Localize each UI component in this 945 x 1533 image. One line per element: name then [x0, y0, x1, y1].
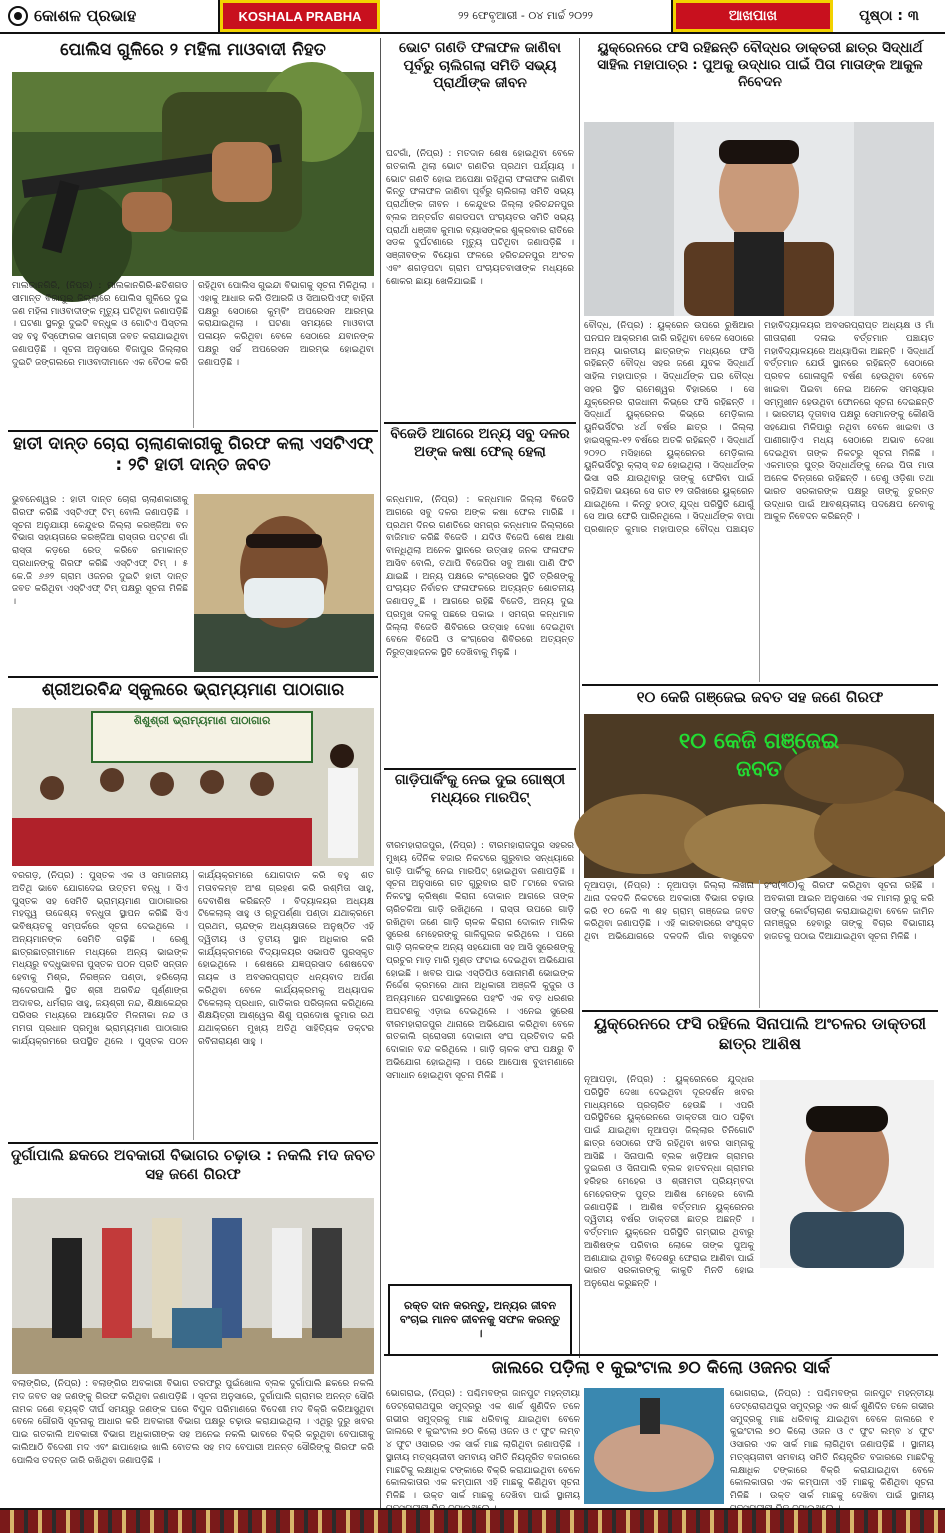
blood-donation-text: ରକ୍ତ ଦାନ କରନ୍ତୁ, ଅନ୍ୟର ଜୀବନ ବଂଚାଇ ମାନବ ଜୀବନକୁ ସଫଳ କରନ୍ତୁ । [399, 1299, 561, 1340]
logo-text: କୋଶଳ ପ୍ରଭାହ [34, 6, 137, 25]
headline: ୧୦ କେଜି ଗଞ୍ଜେଇ ଜବତ ସହ ଜଣେ ଗିରଫ [636, 688, 884, 706]
headline: ଜାଲରେ ପଡ଼ିଲା ୧ କୁଇଂଟାଲ ୭୦ କିଲୋ ଓଜନର ସାର୍କ [491, 1358, 831, 1378]
article-body-continued: ଭୋଗରାଇ, (ନିପ୍ର) : ପଶ୍ଚିମବଙ୍ଗ ଜାନପୁଟ ମହନ୍ତୀୟା ଡେଟ୍ରୋରାଥପୁର ସମୁଦ୍ରରୁ ଏକ ଶାର୍କ ଶୁଣିଦିନ ତଳେ ଗଭୀର ସମୁଦ୍ରକୁ ମାଛ ଧରିବାକୁ ଯାଇଥିବା ବେଳେ ଜାଲରେ ୧ କୁଇଂଟାଲ ୭୦ କିଲୋ ଓଜନ ଓ ୯ ଫୁଟ ଲମ୍ବ ୪ ଫୁଟ ଓସାରର ଏକ ସାର୍କ ମାଛ ଲାଗିଥିବା ଜଣାପଡ଼ିଛି । ସ୍ଥାନୀୟ ମତ୍ସ୍ୟଜୀବୀ ସମବାୟ ସମିତି ନିୟନ୍ତ୍ରିତ ବଜାରରେ ମାଛଟିକୁ ଲକ୍ଷାଧିକ ଟଙ୍କାରେ ବିକ୍ରି କରାଯାଇଥିବା ବେଳେ କୋଲକାତାର ଏକ କମ୍ପାନୀ ଏହି ମାଛକୁ କିଣିଥିବା ସୂଚନା ମିଳିଛି । ଉକ୍ତ ସାର୍କ ମାଛକୁ ଦେଖିବା ପାଇଁ ସ୍ଥାନୀୟ [730, 1389, 934, 1502]
divider [582, 1010, 938, 1012]
headline: ଦୁର୍ଗାପାଲି ଛକରେ ଅବକାରୀ ବିଭାଗର ଚଢ଼ାଉ : ନକଲି ମଦ ଜବତ ସହ ଜଣେ ଗିରଫ [10, 1146, 376, 1183]
headline: ୟୁକ୍ରେନରେ ଫସି ରହିଲେ ସିନାପାଲି ଅଂଚଳର ଡାକ୍ତରୀ ଛାତ୍ର ଆଶିଷ [593, 1014, 927, 1053]
photo-seized-ganja [584, 714, 934, 878]
article-ukraine-ashish [582, 1014, 938, 1070]
column-divider [579, 38, 580, 1358]
divider [8, 430, 378, 432]
photo-shark [584, 1388, 724, 1504]
headline: ଭୋଟ ଗଣତି ଫଳାଫଳ ଜାଣିବା ପୂର୍ବରୁ ଚାଲିଗଲା ସମିତି ସଭ୍ୟ ପ୍ରାର୍ଥୀଙ୍କ ଜୀବନ [399, 40, 561, 91]
divider [582, 684, 938, 686]
article-ganja [582, 688, 938, 712]
headline: ପୋଲିସ ଗୁଳିରେ ୨ ମହିଳା ମାଓବାଦୀ ନିହତ [60, 40, 326, 60]
article-body: ନୂଆପଡ଼ା, (ନିପ୍ର) : ନୂଆପଡ଼ା ଜିଲ୍ଲା ଲଖନା ଥାନା ଦଳଦଳି ନିକଟରେ ଅବକାରୀ ବିଭାଗ ଚଢ଼ାଉ କରି ୧୦ କେଜି ୩ ଶହ ଗ୍ରାମ୍ ଗଞ୍ଜେଇ ଜବତ କରିଥିବା ଜଣାପଡ଼ିଛି । ଏହି କାରବାରରେ ସଂପୃକ୍ତ ଥିବା ଅଭିଯୋଗରେ ଦଳଦଳି ଗାଁର ବାସୁଦେବ ହଂସ(୩୦)କୁ ଗିରଫ କରିଥିବା ସୂଚନା ରହିଛି । ଅବକାରୀ ଆଇନ ଅନୁସାରେ ଏକ ମାମଲା ରୁଜୁ କରି ତାଙ୍କୁ କୋର୍ଟଚାଲାଣ କରାଯାଇଥିବା ବେଳେ ଜାମିନ ନାମଞ୍ଜୁର ହେବାରୁ ତାଙ୍କୁ ବିଚାର ବିଭାଗୀୟ ହାଜତକୁ ପଠାଇ ଦିଆଯାଇଥିବା ସୂଚନା ମିଳିଛି । [584, 881, 934, 943]
newspaper-emblem-icon [8, 6, 28, 26]
headline: ୟୁକ୍ରେନରେ ଫସି ରହିଛନ୍ତି ବୌଦ୍ଧର ଡାକ୍ତରୀ ଛାତ୍ର ସିଦ୍ଧାର୍ଥ ସାହିଲ ମହାପାତ୍ର : ପୁଅକୁ ଉଦ୍ଧାର ପାଇଁ ପିତା ମାତାଙ୍କ ଆକୁଳ ନିବେଦନ [597, 40, 923, 90]
photo-student-ashish [760, 1080, 934, 1268]
headline: ବିଜେଡି ଆଗରେ ଅନ୍ୟ ସବୁ ଦଳର ଅଙ୍କ କଷା ଫେଲ୍ ହେଲା [390, 426, 570, 460]
article-body: ବଲାଙ୍ଗିର, (ନିପ୍ର) : ବଲାଙ୍ଗିର ଅବକାରୀ ବିଭାଗ ତରଫରୁ ପୁଇଁଖୋଲ ବ୍ଲକ ଦୁର୍ଗାପାଲି ଛକରେ ନକଲି ମଦ ଜବତ ସହ ଜଣଙ୍କୁ ଗିରଫ କରିଥିବା ଜଣାପଡ଼ିଛି । ସୂଚନା ଅନୁସାରେ, ଦୁର୍ଗାପାଲି ଗ୍ରାମର ଅନନ୍ତ ସୌରି ନାମକ ଜଣେ ବ୍ୟକ୍ତି ଦୀର୍ଘ ସମୟରୁ ଜଣଙ୍କ ଘରେ ବିପୁଳ ପରିମାଣରେ ବିଦେଶୀ ମଦ ବିକ୍ରି କରିଆସୁଥିବା ବେଳେ ଗୌରସି ସୂଚନାକୁ ଆଧାର କରି ଅବକାରୀ ବିଭାଗ ପକ୍ଷରୁ ଚଢ଼ାଉ କରାଯାଇଥିଲା । ଏଥିରୁ ଦୁରୁ ଖବର ପାଇ ଗତକାଲି ଅବକାରୀ ବିଭାଗ ଅଧିକାରୀଙ୍କ ସହ ଅନେଇ ନକଲି ଭାବରେ ବିକ୍ରି କରୁଥିବା ବେପାରୀକୁ କାଲିଆଠି ବିଦେଶୀ ମଦ ଏବଂ ଛାପାହୋଇ ଖାଲି ବୋତଲ ସହ ମଦ ବେପାରୀ ଅନନ୍ତ ସୌରିଙ୍କୁ ଗିରଫ କରି ପୋଲିସ ତଦନ୍ତ ଜାରି ରଖିଥିବା ଜଣାପଡ଼ିଛି । [12, 1379, 374, 1466]
photo-student-siddharth [584, 122, 934, 316]
divider [384, 768, 576, 770]
brand-name: KOSHALA PRABHA [220, 0, 380, 32]
page-number: ପୃଷ୍ଠା : ୩ [859, 8, 919, 24]
blood-donation-box [388, 1284, 572, 1356]
article-clash [384, 772, 576, 838]
article-body: କନ୍ଧମାଳ, (ନିପ୍ର) : କନ୍ଧମାଳ ଜିଲ୍ଲା ବିଜେଡି ଆଗରେ ସବୁ ଦଳର ଅଙ୍କ କଷା ଫେଲ ମାରିଛି । ପ୍ରଥମ ଦିନର ଗଣତିରେ ସମଗ୍ର କନ୍ଧମାଳ ଜିଲ୍ଲାରେ ବାଜିମାତ କରିଛି ବିଜେଡି । ଯଦିଓ ବିଜେପି ଶେଷ ଆଶା ବାନ୍ଧିଥିଲା ଅନେକ ସ୍ଥାନରେ ଉତ୍ସାହ ଜନକ ଫଳାଫଳ ଆସିବ ବୋଲି, ତଥାପି ବିଜେପିର ସବୁ ଆଶା ପାଣି ଫିଟି ଯାଇଛି । ଅନ୍ୟ ପକ୍ଷରେ କଂଗ୍ରେସର ସ୍ଥିତି ତ୍ରିଶଙ୍କୁ ପଂଚାୟତ ନିର୍ବାଚନ ଫଳାଫଳରେ ଅତ୍ୟନ୍ତ ଶୋଚନୀୟ ଜଣାପଡ଼ୁଛି । ଆଗରେ ରହିଛି ବିଜେଡି, ଅନ୍ୟ ଦୁଇ ପ୍ରମୁଖ ଦଳକୁ ପଛରେ ପକାଇ । ସମଗ୍ର କନ୍ଧମାଳ ଜିଲ୍ଲା ବିଜେଡି ଶିବିରରେ ଉତ୍ସାହ ଦେଖା ଦେଇଥିବା ବେଳେ ବିଜେପି ଓ କଂଗ୍ରେସ ଶିବିରରେ ଅତ୍ୟନ୍ତ ନିରୁତ୍ସାହଜନକ ସ୍ଥିତି ଦେଖିବାକୁ ମିଳୁଛି । [386, 495, 574, 659]
article-body: ନୂଆପଡ଼ା, (ନିପ୍ର) : ୟୁକ୍ରେନରେ ଯୁଦ୍ଧର ପରିସ୍ଥିତି ଦେଖା ଦେଇଥିବା ଦୂରଦର୍ଶନ ଖବର ମାଧ୍ୟମରେ ପ୍ରଚାରିତ ହେଉଛି । ଏପରି ପରିସ୍ଥିତିରେ ୟୁକ୍ରେନରେ ଡାକ୍ତରୀ ପାଠ ପଢ଼ିବା ପାଇଁ ଯାଇଥିବା ନୂଆପଡ଼ା ଜିଲ୍ଲାର ତିନିଗୋଟି ଛାତ୍ର ସେଠାରେ ଫସି ରହିଥିବା ଖବର ସାମ୍ନାକୁ ଆସିଛି । ସିନାପାଲି ବ୍ଲକ ଖଡ଼ିଆଳ ଗ୍ରାମର ଦୁଇଜଣ ଓ ସିନାପାଲି ବ୍ଲକ ହାତବନ୍ଧା ଗ୍ରାମର ହରିହର ମେହେର ଓ ଶ୍ରୀମତୀ ପ୍ରିୟମ୍ବଦା ମେହେରଙ୍କ ପୁତ୍ର ଆଶିଷ ମେହେର ବୋଲି ଜଣାପଡ଼ିଛି । ଆଶିଷ ବର୍ତ୍ତମାନ ୟୁକ୍ରେନର ଦ୍ୱିତୀୟ ବର୍ଷର ଡାକ୍ତରୀ ଛାତ୍ର ଅଛନ୍ତି । ବର୍ତ୍ତମାନ ୟୁକ୍ରେନ ପରିସ୍ଥିତି ଗମ୍ଭୀର ଥିବାରୁ ଆଶିଷଙ୍କ ପରିବାର ଲୋକେ ତାଙ୍କ ପୁଅକୁ ଅଣାଯାଇ ଥିବାରୁ ବିଦେଶରୁ ଫେରାଇ ଆଣିବା ପାଇଁ ଭାରତ ସରକାରଙ୍କୁ କାକୁତି ମିନତି ହୋଇ ଅନୁରୋଧ କରୁଛନ୍ତି । [584, 1075, 754, 1290]
photo-library-event [12, 708, 374, 866]
article-body: ବୀରମହାରାଜପୁର, (ନିପ୍ର) : ବୀରମହାରାଜପୁର ସହରର ମୁଖ୍ୟ ଦୈନିକ ବଜାର ନିକଟରେ ଗୁରୁବାର ସନ୍ଧ୍ୟାରେ ଗାଡ଼ି ପାର୍କିଂକୁ ନେଇ ମାରପିଟ୍ ହୋଇଥିବା ଜଣାପଡ଼ିଛି । ସୂଚନା ଅନୁସାରେ ଗତ ଗୁରୁବାର ରାତି ୮ଟାରେ ବଜାର ନିକଟସ୍ଥ କ୍ରିଷ୍ଣା କିରାନା ଦୋକାନ ଆଗରେ ତାଙ୍କ ଚାରିଚକିଆ ଗାଡ଼ି ରଖିଥିଲେ । ରାସ୍ତା ଉପରେ ଗାଡ଼ି ରଖିଥିବା ଜଣେ ଗାଡ଼ି ଚାଳକ କିରାନା ଦୋକାନ ମାଲିକ ସୁରେଶ ମେହେରଙ୍କୁ ଗାଳିଗୁଲଜ କରିଥିଲେ । ପରେ ଗାଡ଼ି ଚାଳକଙ୍କ ଅନ୍ୟ ସହଯୋଗୀ ସହ ଆସି ସୁରେଶଙ୍କୁ ପ୍ରଚୁର ମାଡ଼ ମାରି ମୁଣ୍ଡ ଫଟାଇ ଦେଇଥିବା ଅଭିଯୋଗ ହୋଇଛି । ଖବର ପାଇ ଏସ୍‌ଡିପିଓ ସୋନାମଣି ଭୋଇଙ୍କ ନିର୍ଦ୍ଦେଶ କ୍ରମରେ ଥାନା ଅଧିକାରୀ ଅଞ୍ଜଳି କୁଜୁର ଓ ଅନ୍ୟମାନେ ଘଟଣାସ୍ଥଳରେ ପହଂଚି ଏକ ବଡ଼ ଧରଣର ଅଘଟଣକୁ ଏଡ଼ାଇ ଦେଇଥିଲେ । ଏନେଇ ସୁରେଶ ବୀରମହାରାଜପୁର ଥାନାରେ ଅଭିଯୋଗ କରିଥିବା ବେଳେ ଗତକାଲି ଗ୍ରୋସରୀ ଦୋକାନୀ ସଂଘ ପ୍ରତିବାଦ କରି ଦୋକାନ ବନ୍ଦ କରିଥିଲେ । ଗାଡ଼ି ଚାଳକ ସଂଘ ପକ୍ଷରୁ ବି ଅଭିଯୋଗ ହୋଇଥିଲା । ପରେ ଆପୋଷ ବୁଝାମଣାରେ ସମାଧାନ ହୋଇଥିବା ସୂଚନା ମିଳିଛି । [386, 841, 574, 1081]
issue-date: ୨୨ ଫେବୃଆରୀ - ୦୪ ମାର୍ଚ୍ଚ ୨୦୨୨ [380, 0, 673, 32]
article-ukraine-siddharth [582, 40, 938, 116]
photo-arrested-man [194, 494, 374, 672]
divider [384, 1354, 938, 1356]
masthead [0, 0, 945, 34]
section-name: ଆଖପାଖ [673, 0, 833, 32]
article-body: ଭୁବନେଶ୍ୱର : ହାତୀ ଦାନ୍ତ ଚୋରା ଚାଲାଣକାରୀକୁ ଗିରଫ କରିଛି ଏସ୍‌ଟିଏଫ୍ ଟିମ୍ ବୋଲି ଜଣାପଡ଼ିଛି । ସୂଚନା ଅନୁଯାୟୀ କେନ୍ଦୁଝର ଜିଲ୍ଲା କରଞ୍ଜିଆ ବନ ବିଭାଗ ସହାୟତାରେ କରଞ୍ଜିଆ ରାସ୍ତାର ପଟ୍ଟଣ ଗାଁ ରାସ୍ତା କଡ଼ରେ ରେଡ୍ କରିବେ ରମାକାନ୍ତ ପ୍ରଧାନଙ୍କୁ ଗିରଫ କରିଛି ଏସ୍‌ଟିଏଫ୍ ଟିମ୍ । ୫ କେ.ଜି ୬୬୨ ଗ୍ରାମ ଓଜନର ଦୁଇଟି ହାତୀ ଦାନ୍ତ ଜବତ କରିଥିବା ଏସ୍‌ଟିଏଫ୍ ଟିମ୍ ପକ୍ଷରୁ ସୂଚନା ମିଳିଛି । [12, 495, 188, 608]
article-sawfish [384, 1358, 938, 1384]
article-body: ଭୋଗରାଇ, (ନିପ୍ର) : ପଶ୍ଚିମବଙ୍ଗ ଜାନପୁଟ ମହନ୍ତୀୟା ଡେଟ୍ରୋରାଥପୁର ସମୁଦ୍ରରୁ ଏକ ଶାର୍କ ଶୁଣିଦିନ ତଳେ ଗଭୀର ସମୁଦ୍ରକୁ ମାଛ ଧରିବାକୁ ଯାଇଥିବା ବେଳେ ଜାଲରେ ୧ କୁଇଂଟାଲ ୭୦ କିଲୋ ଓଜନ ଓ ୯ ଫୁଟ ଲମ୍ବ ୪ ଫୁଟ ଓସାରର ଏକ ସାର୍କ ମାଛ ଲାଗିଥିବା ଜଣାପଡ଼ିଛି । ସ୍ଥାନୀୟ ମତ୍ସ୍ୟଜୀବୀ ସମବାୟ ସମିତି ନିୟନ୍ତ୍ରିତ ବଜାରରେ ମାଛଟିକୁ ଲକ୍ଷାଧିକ ଟଙ୍କାରେ ବିକ୍ରି କରାଯାଇଥିବା ବେଳେ କୋଲକାତାର ଏକ କମ୍ପାନୀ ଏହି ମାଛକୁ କିଣିଥିବା ସୂଚନା ମିଳିଛି । ଉକ୍ତ ସାର୍କ ମାଛକୁ ଦେଖିବା ପାଇଁ ସ୍ଥାନୀୟ [386, 1389, 580, 1502]
headline: ଶ୍ରୀଅରବିନ୍ଦ ସ୍କୁଲରେ ଭ୍ରାମ୍ୟମାଣ ପାଠାଗାର [41, 680, 345, 700]
article-body: ବରଗଡ଼, (ନିପ୍ର) : ପୁସ୍ତକ ଏକ ଓ ସମାଜନୀୟ ଅତିଥି ଭାବେ ଯୋଗଦେଇ ଉତ୍ତମ ବନ୍ଧୁ । ସିଏ ପୁସ୍ତକ ସହ ସେମିତି ଭ୍ରାମ୍ୟମାଣ ପାଠାଗାରର ମହତ୍ତ୍ୱ ଉଦ୍ଦେଶ୍ୟ ବନ୍ଧୁତା ସ୍ଥାପନ କରିଛି ସିଏ ଭବିଷ୍ୟତକୁ ସମ୍ପର୍କରେ ସୂଚନା ଦେଇଥିଲେ । ଅନ୍ୟମାନଙ୍କ ସେମିତି ଗଢ଼ିଛି । ରେଣୁ ଛାତ୍ରଛାତ୍ରୀମାନେ ମଧ୍ୟରେ ଅନ୍ୟ ଭାଇଙ୍କ ମଧ୍ୟରୁ ବଦ୍ଧୁଭାବନା ପୁସ୍ତକ ପଠନ ପ୍ରତି ସନ୍ତାନ ହେବାକୁ ମିଶ୍ର, ନିରଞ୍ଜନ ପଣ୍ଡା, ହରିଚୋଲା ଲାଦେରପାଲି ସ୍ଥିତ ଶ୍ରୀ ଅରବିନ୍ଦ ପୂର୍ଣ୍ଣାଙ୍ଗ ଅଦାବର, ଧର୍ମରାଜ ସାହୁ, ଜୟଶ୍ରୀ ନନ୍ଦ, ଶିକ୍ଷାକେନ୍ଦ୍ର ପରିସର ମଧ୍ୟରେ ଆୟୋଜିତ ମିଳନୀକା ନନ୍ଦ ଓ ମମତା ପ୍ରଧାନ ପ୍ରମୁଖ ଭ୍ରାମ୍ୟମାଣ ପାଠାଗାର କାର୍ଯ୍ୟକ୍ରମରେ ଉପସ୍ଥିତ ଥିଲେ । ପୁସ୍ତକ ପଠନ କାର୍ଯ୍ୟକ୍ରମରେ ଯୋଗଦାନ କରି ବହୁ ଶତ ମତାବଳମ୍ବ ଅଂଶ ଗ୍ରହଣ କରି ରଶ୍ମିତା ସାହୁ, ଦେବାଶିଷ କରିଛନ୍ତି । ବିଦ୍ୟାଳୟର ଅଧ୍ୟକ୍ଷ ଟିକେଲାଲ୍ ସାହୁ ଓ ଋତୁପର୍ଣ୍ଣା ପଣ୍ଡା ଯଥାକ୍ରମେ ପ୍ରଥମ, ଚାନ୍ଦଙ୍କ ଅଧ୍ୟକ୍ଷତାରେ ଅନୁଷ୍ଠିତ ଏହି ଦ୍ୱିତୀୟ ଓ ତୃତୀୟ ସ୍ଥାନ ଅଧିକାର କରି କାର୍ଯ୍ୟକ୍ରମରେ ବିଦ୍ୟାଳୟର ସଭାପତି ପୁରସ୍କୃତ ହୋଇଥିଲେ । ଶେଷରେ ଯଜ୍ଞପ୍ରସାଦ ଶେଷଦେବ ନାୟକ ଓ ଅବସରପ୍ରାପ୍ତ ଧନ୍ୟବାଦ ଅର୍ପଣ କରିଥିବା ବେଳେ କାର୍ଯ୍ୟକ୍ରମକୁ ଅଧ୍ୟାପକ ଟିକେଲାଲ୍ ପ୍ରଧାନ, ଗାତିକାର ପରିଚାଳନା କରିଥିଲେ ଶିକ୍ଷୟିତ୍ରୀ ଆଶ୍ୱେଲ ଶିଶୁ ପ୍ରଦୋଷ କୁମାର ରଥ ଯଥାକ୍ରମେ ମୁଖ୍ୟ ଅତିଥି ସାହିତ୍ୟିକ ଡକ୍ଟର ରବିନାରାୟଣ ସାହୁ । [12, 871, 374, 1047]
divider [8, 1142, 378, 1144]
footer-ornament [0, 1508, 945, 1533]
headline: ହାତୀ ଦାନ୍ତ ଚୋରା ଚାଲାଣକାରୀକୁ ଗିରଫ କଲା ଏସଟିଏଫ୍ : ୨ଟି ହାତୀ ଦାନ୍ତ ଜବତ [12, 434, 374, 476]
photo-caption: ୧୦ କେଜି ଗଞ୍ଜେଇ ଜବତ [678, 729, 840, 782]
photo-excise-raid [12, 1198, 374, 1374]
article-body: ବୌଦ୍ଧ, (ନିପ୍ର) : ୟୁକ୍ରେନ ଉପରେ ରୁଷିଆର ଘନଘନ ଆକ୍ରମଣ ଜାରି ରହିଥିବା ବେଳେ ସେଠାରେ ଅନ୍ୟ ଭାରତୀୟ ଛାତ୍ରଙ୍କ ମଧ୍ୟରେ ଫସି ରହିଛନ୍ତି ବୌଦ୍ଧ ସହର ଜଣେ ଯୁବକ ସିଦ୍ଧାର୍ଥ ସାହିଲ ମହାପାତ୍ର । ସିଦ୍ଧାର୍ଥଙ୍କ ଘର ବୌଦ୍ଧ ସହର ସ୍ଥିତ ରାମେଶ୍ୱର ବିହାରରେ । ସେ ଯୁକ୍ରେନର ରାଜଧାନୀ କିଭ୍‌ରେ ଫସି ରହିଛନ୍ତି । ସିଦ୍ଧାର୍ଥ ୟୁକ୍ରେନର କିଭ୍‌ରେ ମେଡ଼ିକାଲ ୟୁନିଭର୍ସିଟିର ୪ର୍ଥ ବର୍ଷର ଛାତ୍ର । ଜିଲ୍ଲା ହାଇସ୍କୁଲ-୧୨ ବର୍ଷରେ ଅତକି ରହିଛନ୍ତି । ସିଦ୍ଧାର୍ଥ ୨୦୨୦ ମସିହାରେ ୟୁକ୍ରେନର ମେଡ଼ିକାଲ ୟୁନିଭର୍ସିଟିରୁ କ୍ଲାସ୍ ବନ୍ଦ ହୋଇଥିଲା । ସିଦ୍ଧାର୍ଥଙ୍କ ଭିସା ସରି ଯାଉଥିବାରୁ ତାଙ୍କୁ ଫେରିବା ପାଇଁ ରହିଯିବା ଭୟରେ ସେ ଗତ ୧୨ ତାରିଖରେ ୟୁକ୍ରେନ ଯାଇଥିଲେ । କିନ୍ତୁ ହଠାତ୍ ଯୁଦ୍ଧ ପରିସ୍ଥିତି ଯୋଗୁଁ ସେ ଆଉ ଫେରି ପାରିନଥିଲେ । ସିଦ୍ଧାର୍ଥଙ୍କ ବାପା ପ୍ରଶାନ୍ତ କୁମାର ମହାପାତ୍ର ବୌଦ୍ଧ ପଞ୍ଚାୟତ ମହାବିଦ୍ୟାଳୟର ଅବସରପ୍ରାପ୍ତ ଅଧ୍ୟକ୍ଷ ଓ ମାଁ ଗୀତାରାଣୀ ଦଳାଇ ବର୍ତ୍ତମାନ ପଞ୍ଚାୟତ ମହାବିଦ୍ୟାଳୟରେ ଅଧ୍ୟାପିକା ଅଛନ୍ତି । ସିଦ୍ଧାର୍ଥ ବର୍ତ୍ତମାନ ଯେଉଁ ସ୍ଥାନରେ ରହିଛନ୍ତି ସେଠାରେ ପ୍ରବଳ ଗୋଳାଗୁଳି ବର୍ଷଣ ହେଉଥିବା ବେଳେ ଖାଇବା ପିଇବା ନେଇ ଅନେକ ସମସ୍ୟାର ସମ୍ମୁଖୀନ ହେଉଥିବା ଫୋନରେ ସୂଚନା ଦେଇଛନ୍ତି । ଭାରତୀୟ ଦୂତାବାସ ପକ୍ଷରୁ ସେମାନଙ୍କୁ କୌଣସି ସହଯୋଗ ମିଳିପାରୁ ନଥିବା ବେଳେ ଖାଇବା ଓ ପାଣୀଗାଡ଼ିଏ ମଧ୍ୟ ସେଠାରେ ଅଭାବ ଦେଖା ଦେଇଥିବା ତାଙ୍କ ନିକଟରୁ ସୂଚନା ମିଳିଛି । ଏକମାତ୍ର ପୁତ୍ର ସିଦ୍ଧାର୍ଥଙ୍କୁ ନେଇ ପିତା ମାତା ଅନେକ ଚିନ୍ତାରେ ରହିଛନ୍ତି । ତେଣୁ ଓଡ଼ିଶା ତଥା ଭାରତ ସରକାରଙ୍କ ପକ୍ଷରୁ ତାଙ୍କୁ ତୁରନ୍ତ ଉଦ୍ଧାର ପାଇଁ ଆବଶ୍ୟକୀୟ ପଦକ୍ଷେପ ନେବାକୁ ଆକୁଳ ନିବେଦନ କରିଛନ୍ତି । [584, 321, 934, 536]
banner-text: ଶିଶୁଶ୍ରୀ ଭ୍ରାମ୍ୟମାଣ ପାଠାଗାର [133, 714, 271, 727]
article-excise [8, 1146, 378, 1196]
column-divider [380, 38, 381, 1508]
article-elephant [8, 434, 378, 490]
article-bjd [384, 426, 576, 492]
article-body: ମାଲକାନଗିରି, (ନିପ୍ର) : ମାଲକାନଗିରି-ଛତିଶଗଡ ସୀମାନ୍ତ ବିଜାପୁର ଜିଲ୍ଲାରେ ପୋଲିସ ଗୁଳିରେ ଦୁଇ ଜଣ ମହିଳା ମାଓବାଦୀଙ୍କ ମୃତ୍ୟୁ ଘଟିଥିବା ଜଣାପଡ଼ିଛି । ଘଟଣା ସ୍ଥଳରୁ ଦୁଇଟି ବନ୍ଧୁକ ଓ ଗୋଟିଏ ପିସ୍ତଲ ସହ ବହୁ ବିସ୍ଫୋରକ ସାମଗ୍ରୀ ଜବତ କରାଯାଇଥିବା ଜଣାପଡ଼ିଛି । ସୂଚନା ଅନୁସାରେ ବିଜାପୁର ଜିଲ୍ଲାର ଦୁଇଟି ଜଙ୍ଗଲରେ ମାଓବାଦୀମାନେ ଏକ ବୈଠକ କରି ରହିଥିବା ପୋଲିସ ଗୁଇନ୍ଦା ବିଭାଗକୁ ସୂଚନା ମିଳିଥିଲା । ଏହାକୁ ଆଧାର କରି ଡିଆରଜି ଓ ସିଆରପିଏଫ୍ ବାହିନୀ ପକ୍ଷରୁ ସେଠାରେ କୁମ୍ବିଂ ଅପରେସନ ଆରମ୍ଭ କରାଯାଇଥିଲା । ଘଟଣା ସମୟରେ ମାଓବାଦୀ ପଳାୟନ କରିଥିବା ବେଳେ ସେଠାରେ ଯବାନଙ୍କ ପକ୍ଷରୁ ସର୍ଚ୍ଚ ଅପରେସନ ଆରମ୍ଭ ହୋଇଥିବା ଜଣାପଡ଼ିଛି । [12, 281, 374, 368]
article-library [8, 680, 378, 706]
headline: ଗାଡ଼ିପାର୍କିଂକୁ ନେଇ ଦୁଇ ଗୋଷ୍ଠୀ ମଧ୍ୟରେ ମାରପିଟ୍ [394, 772, 566, 806]
divider [384, 422, 576, 424]
divider [8, 676, 378, 678]
article-vote [384, 40, 576, 146]
masthead-logo [0, 0, 220, 32]
photo-soldier-rifle [12, 72, 374, 276]
article-body: ଘଟଗାଁ, (ନିପ୍ର) : ମତଦାନ ଶେଷ ହୋଇଥିବା ବେଳେ ଗତକାଲି ଥିଲା ଭୋଟ ଗଣତିର ପ୍ରଥମ ପର୍ଯ୍ୟାୟ । ଭୋଟ ଗଣତି ହୋଇ ଅପେକ୍ଷା ରହିଥିଲା ଫଳାଫଳ ଜାଣିବା କିନ୍ତୁ ଫଳାଫଳ ଜାଣିବା ପୂର୍ବରୁ ଚାଲିଗଲା ସମିତି ସଭ୍ୟ ପ୍ରାର୍ଥୀଙ୍କ ଜୀବନ । କେନ୍ଦୁଝର ଜିଲ୍ଲା ହରିଚନ୍ଦନପୁର ବ୍ଲକ ଅନ୍ତର୍ଗତ ଶଗଡପଟା ପଂଚାୟତର ସମିତି ସଭ୍ୟ ପ୍ରାର୍ଥୀ ଧଞ୍ଜୀବ କୁମାର ବ୍ୟାସଙ୍କର ଶୁକ୍ରବାର ରାତିରେ ସଡକ ଦୁର୍ଘଟଣାରେ ମୃତ୍ୟୁ ଘଟିଥିବା ଜଣାପଡ଼ିଛି । ସଞ୍ଜୀବଙ୍କ ବିୟୋଗ ଫଳରେ ହରିଚନ୍ଦନପୁର ଅଂଚଳ ଏବଂ ଶଗଡ଼ପଟା ଗ୍ରାମ ପଂଚାୟତବାସୀଙ୍କ ମଧ୍ୟରେ ଶୋକର ଛାୟା ଖେଳିଯାଇଛି । [386, 149, 574, 287]
